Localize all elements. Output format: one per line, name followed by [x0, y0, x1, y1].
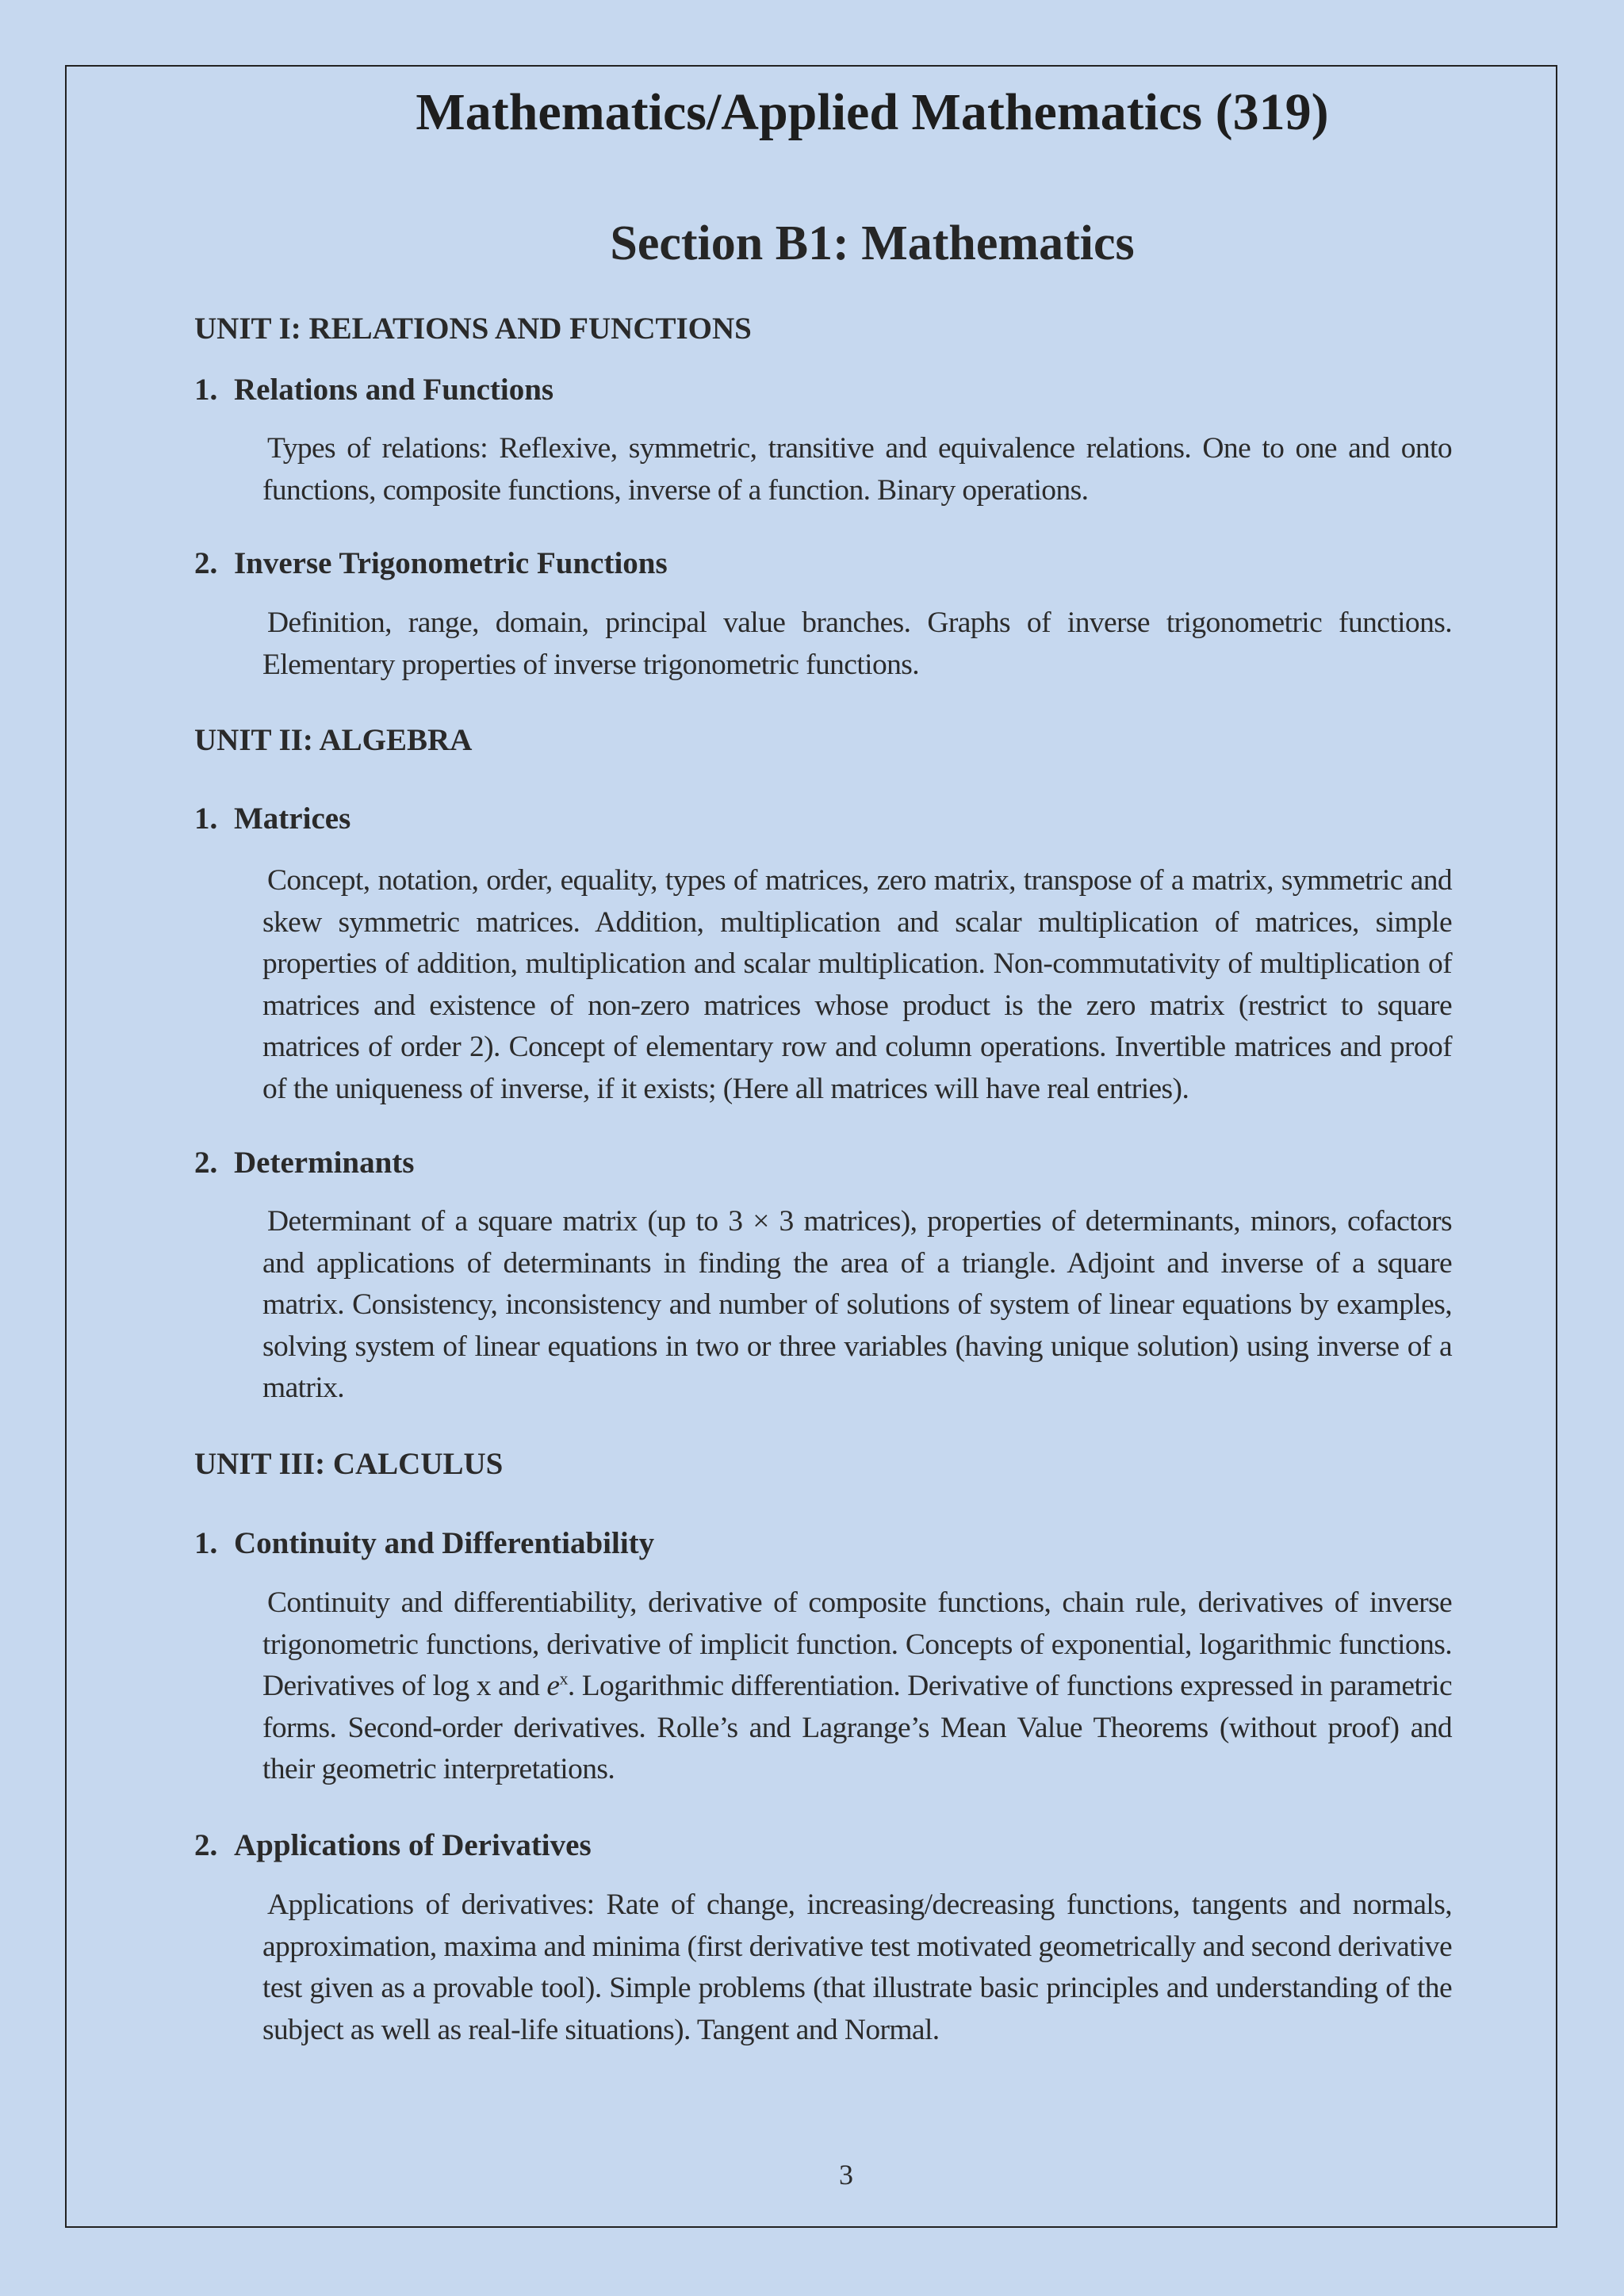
body-text-part-1: Continuity and differentiability, derivative of composite functions, chain rule, derivatives of inverse trigonometric functions, derivative of implicit function. Concepts of exponential, logarithmic functions. Derivatives of log x and	[262, 1586, 1452, 1702]
topic-heading-relations-functions	[194, 372, 553, 408]
unit-heading-3: UNIT III: CALCULUS	[194, 1447, 504, 1481]
topic-heading-applications-derivatives	[194, 1827, 592, 1863]
topic-title: Continuity and Differentiability	[234, 1526, 655, 1560]
topic-heading-inverse-trigonometric	[194, 545, 668, 581]
topic-heading-determinants	[194, 1145, 414, 1181]
topic-heading-continuity-differentiability	[194, 1525, 654, 1561]
topic-number: 2.	[194, 546, 218, 580]
topic-body-applications-derivatives: Applications of derivatives: Rate of change, increasing/decreasing functions, tangents and normals, approximation, maxima and minima (first derivative test motivated geometrically and second derivative test given as a provable tool). Simple problems (that illustrate basic principles and understanding of the subject as well as real-life situations). Tangent and Normal.	[262, 1888, 1452, 2046]
euler-e: e	[546, 1670, 560, 1702]
exponent-x: x	[559, 1668, 568, 1689]
topic-body-determinants: Determinant of a square matrix (up to 3 × 3 matrices), properties of determinants, minors, cofactors and applications of determinants in finding the area of a triangle. Adjoint and inverse of a square matrix. Consistency, inconsistency and number of solutions of system of linear equations by examples, solving system of linear equations in two or three variables (having unique solution) using inverse of a matrix.	[262, 1205, 1452, 1404]
topic-title: Relations and Functions	[234, 373, 554, 407]
page-number: 3	[839, 2159, 853, 2191]
topic-body-inverse-trigonometric: Definition, range, domain, principal value branches. Graphs of inverse trigonometric functions. Elementary properties of inverse trigonometric functions.	[262, 607, 1452, 681]
topic-number: 2.	[194, 1146, 218, 1180]
unit-heading-1: UNIT I: RELATIONS AND FUNCTIONS	[194, 312, 752, 346]
topic-body-continuity-differentiability	[262, 1582, 1452, 1791]
topic-number: 2.	[194, 1828, 218, 1862]
section-title: Section B1: Mathematics	[610, 216, 1135, 270]
topic-number: 1.	[194, 373, 218, 407]
topic-title: Applications of Derivatives	[234, 1828, 592, 1862]
topic-title: Matrices	[234, 802, 351, 836]
unit-heading-2: UNIT II: ALGEBRA	[194, 723, 473, 757]
topic-title: Inverse Trigonometric Functions	[234, 546, 668, 580]
topic-number: 1.	[194, 802, 218, 836]
body-text-part-2: . Logarithmic differentiation. Derivative of functions expressed in parametric forms. Second-order derivatives. Rolle’s and Lagrange’s Mean Value Theorems (without proof) and their geometric interpretations.	[262, 1670, 1453, 1785]
document-title: Mathematics/Applied Mathematics (319)	[416, 83, 1329, 141]
topic-number: 1.	[194, 1526, 218, 1560]
topic-body-relations-functions: Types of relations: Reflexive, symmetric, transitive and equivalence relations. One to one and onto functions, composite functions, inverse of a function. Binary operations.	[262, 432, 1452, 507]
topic-heading-matrices	[194, 801, 350, 836]
topic-body-matrices: Concept, notation, order, equality, types of matrices, zero matrix, transpose of a matrix, symmetric and skew symmetric matrices. Addition, multiplication and scalar multiplication of matrices, simple properties of addition, multiplication and scalar multiplication. Non-commutativity of multiplication of matrices and existence of non-zero matrices whose product is the zero matrix (restrict to square matrices of order 2). Concept of elementary row and column operations. Invertible matrices and proof of the uniqueness of inverse, if it exists; (Here all matrices will have real entries).	[262, 864, 1452, 1105]
topic-title: Determinants	[234, 1146, 415, 1180]
